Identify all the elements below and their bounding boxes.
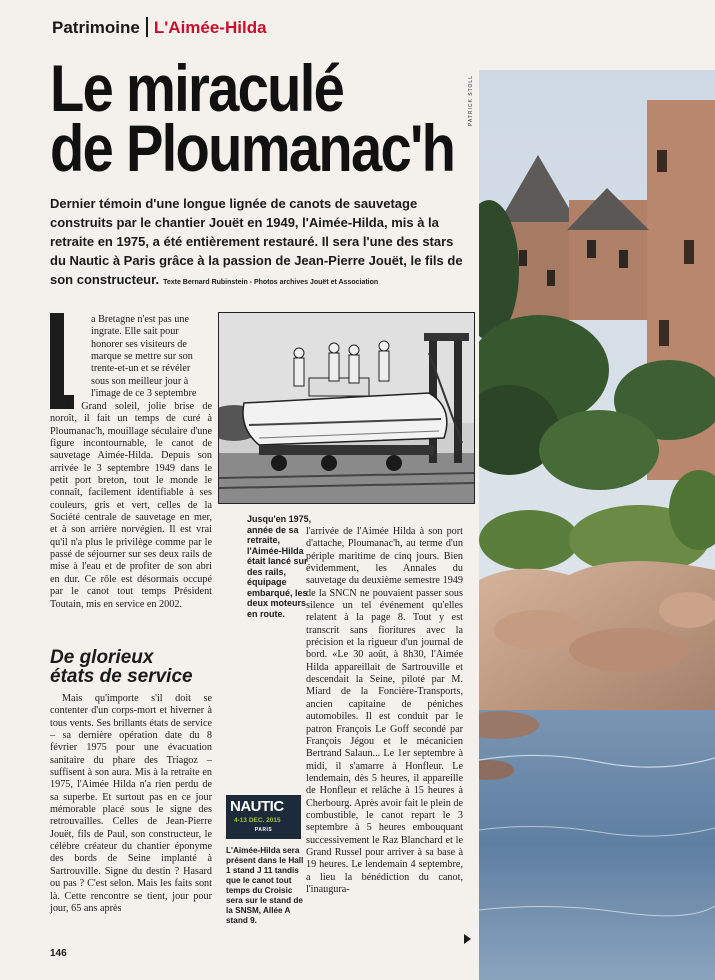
intro-line: ingrate. Elle sait pour [91,326,179,338]
castle-coast-photo [479,70,715,980]
intro-line: a Bretagne n'est pas une [91,314,190,325]
body-paragraph: 2014. Grand soleil, jolie brise de noroît, il fait un temps de curé à Ploumanac'h, mouillage séculaire d'une figure incontournable, le canot de sauvetage Aimée-Hilda. Depuis son arrivée le 3 septembre 1949 dans le petit port breton, tout le monde le connaît, facilement identifiable à ses couleurs, gris et vert, celles de la Société centrale de sauvetage en mer, et à son arrière norvégien. Il est vrai qu'il n'a plus le privilège comme par le passé de séjourner sur ses deux rails de mise à l'eau et de profiter de son abri en dur. Ce rôle est désormais occupé par le canot tout temps Président Toutain, mis en service en 2002. [50,401,212,610]
subhead-line-1: De glorieux [50,647,154,668]
headline [50,51,455,185]
photo-caption: Jusqu'en 1975, année de sa retraite, l'Aimée-Hilda était lancé sur des rails, équipage embarqué, les deux moteurs en route. [247,514,312,619]
body-paragraph: Mais qu'importe s'il doit se contenter d'un corps-mort et hiverner à tous vents. Ses brillants états de service – sa dernière opération date du 8 février 1975 pour une évacuation sanitaire du phare des Triagoz – suffisent à son aura. Mis à la retraite en 1975, l'Aimée Hilda n'a rien perdu de sa superbe. Et surtout pas en ce jour mémorable placé sous le signe des retrouvailles. Celles de Jean-Pierre Jouët, fils de Paul, son constructeur, le célèbre créateur du chantier éponyme des bords de Seine implanté à Sartrouville. Signe du destin ? Hasard ou pas ? C'est selon. Mais les faits sont là. Cette rencontre se tient, jour pour jour, 65 ans après [50,693,212,914]
column-1-intro [91,314,211,400]
dropcap [50,313,74,409]
topic-label: L'Aimée-Hilda [153,18,267,37]
column-1-body [50,401,212,611]
column-2-body [306,526,463,896]
nautic-box-text: L'Aimée-Hilda sera présent dans le Hall 1 stand J 11 tandis que le canot tout temps du Croisic sera sur le stand de la SNSM, Allée A stand 9. [226,846,304,925]
nautic-city: PARIS [254,827,273,833]
section-kicker [52,17,267,38]
intro-line: honorer ses visiteurs de [91,338,187,350]
intro-line: l'image de ce 3 septembre [91,388,197,400]
boat-archive-photo [218,312,475,504]
headline-line-1: Le miraculé [50,51,344,125]
continue-arrow-icon [464,934,471,944]
body-paragraph: l'arrivée de l'Aimée Hilda à son port d'attache, Ploumanac'h, au terme d'un périple maritime de cinq jours. Bien évidemment, les Annales du sauvetage du deuxième semestre 1949 de la SNCN ne pouvaient passer sous silence un tel événement qu'elles relatent à la page 8. Tout y est transcrit sans fioritures avec la précision et la rigueur d'un journal de bord. «Le 30 août, à 8h30, l'Aimée Hilda appareillait de Sartrouville et descendait la Seine, piloté par M. Miard de la Foncière-Transports, ancien capitaine de péniches automobiles. Il est conduit par le patron François Le Goff secondé par François Jégou et le mécanicien Bertrand Salaun... Le 1er septembre à midi, il s'amarre à Honfleur. Le lendemain, dès 5 heures, il appareille de Honfleur et relâche à 15 heures à Cherbourg. Après avoir fait le plein de combustible, le canot repart le 3 septembre à 5 heures embouquant successivement le Raz Blanchard et le Grand Russel pour arriver à sa base à 19 heures. Le lendemain 4 septembre, a lieu la bénédiction du canot, l'inaugura- [306,526,463,895]
standfirst [50,194,470,292]
nautic-logo [226,795,301,839]
headline-line-2: de Ploumanac'h [50,111,455,185]
photo-credit: PATRICK STOLL [468,75,474,127]
column-1-part2 [50,693,212,915]
intro-line: sous son meilleur jour à [91,375,189,387]
kicker-divider [146,17,148,37]
nautic-dates: 4-13 DEC. 2015 [234,817,281,824]
standfirst-text: Dernier témoin d'une longue lignée de canots de sauvetage construits par le chantier Jouët en 1949, l'Aimée-Hilda, mis à la retraite en 1975, a été entièrement restauré. Il sera l'une des stars du Nautic à Paris grâce à la passion de Jean-Pierre Jouët, le fils de son constructeur. [50,196,463,287]
subhead-line-2: états de service [50,666,193,687]
intro-line: trente-et-un et se révéler [91,363,191,375]
section-label: Patrimoine [52,18,140,37]
standfirst-credit: Texte Bernard Rubinstein - Photos archives Jouët et Association [163,279,379,286]
intro-line: marque se mettre sur son [91,351,193,363]
page-number: 146 [50,948,67,959]
subhead [50,648,193,686]
nautic-logo-text: NAUTIC [230,798,284,815]
